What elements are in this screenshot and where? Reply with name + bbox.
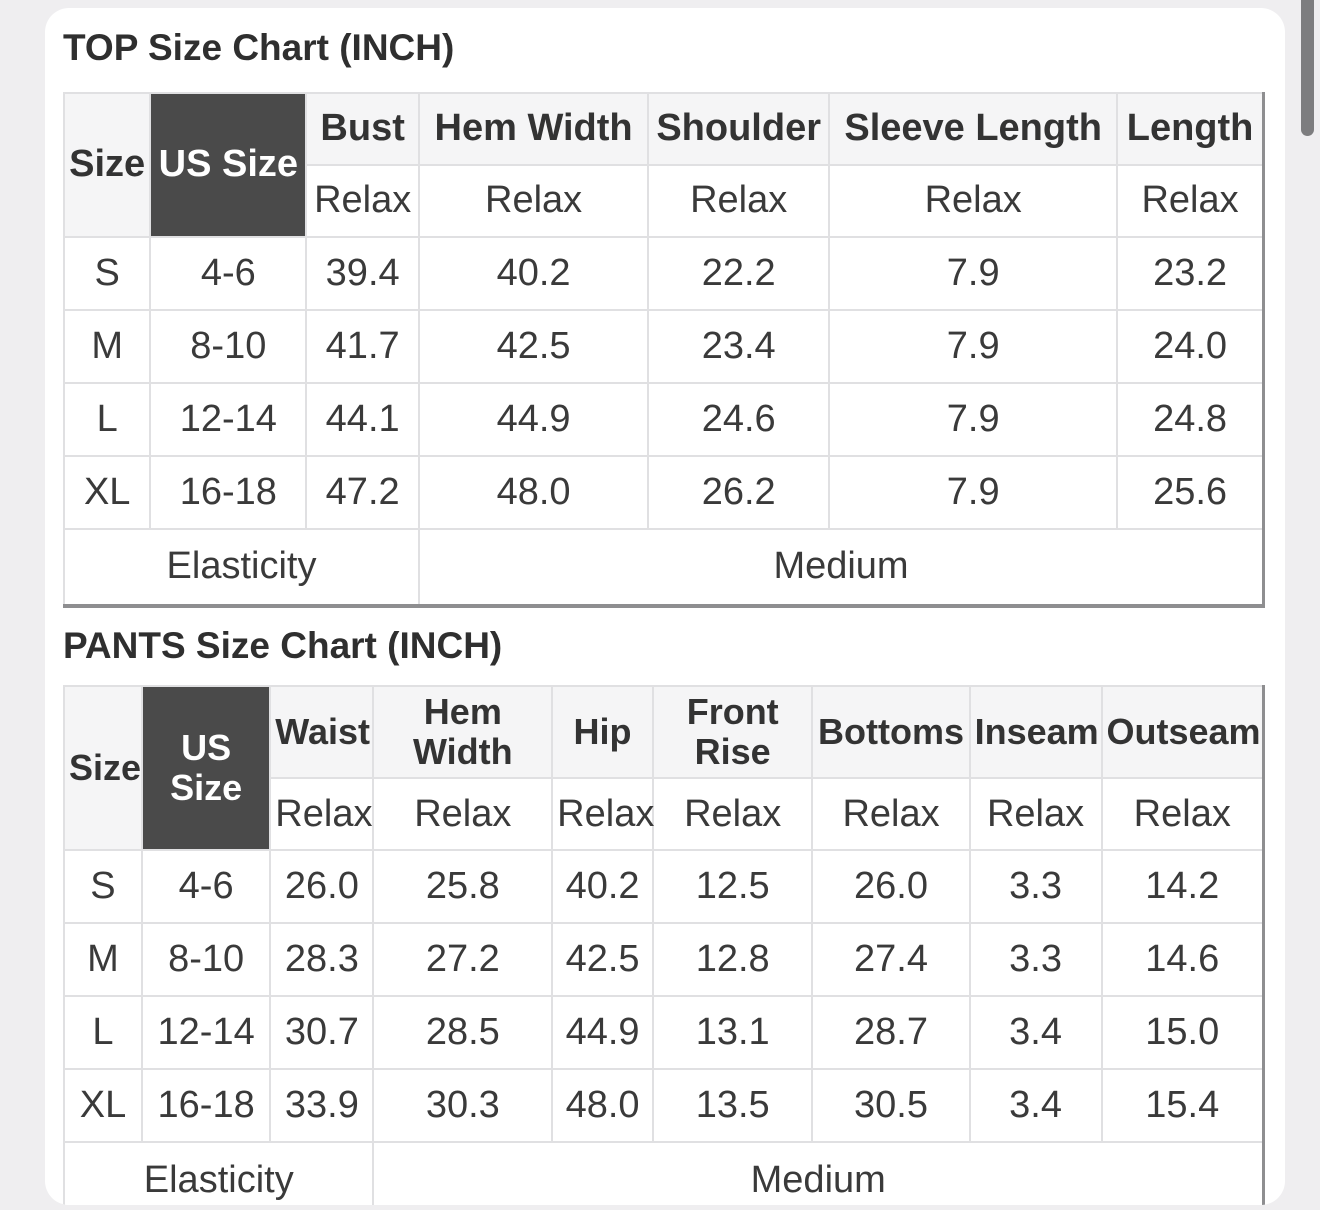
measurement-cell-front-rise: 12.5 [653,850,813,923]
measurement-cell-hem-width: 30.3 [373,1069,552,1142]
measurement-cell-bust: 44.1 [306,383,419,456]
measurement-cell-sleeve-length: 7.9 [829,310,1117,383]
fit-subheader-front-rise: Relax [653,778,813,850]
column-header-inseam: Inseam [970,686,1102,778]
scrollbar-thumb[interactable] [1301,0,1314,136]
top-row-xl [64,456,1264,529]
pants-size-table [63,685,1265,1205]
measurement-cell-inseam: 3.3 [970,850,1102,923]
column-header-shoulder: Shoulder [648,93,829,165]
measurement-cell-hem-width: 44.9 [419,383,648,456]
measurement-cell-hem-width: 28.5 [373,996,552,1069]
us-size-cell: 4-6 [150,237,306,310]
column-header-length: Length [1117,93,1263,165]
measurement-cell-outseam: 15.0 [1102,996,1264,1069]
column-header-sleeve-length: Sleeve Length [829,93,1117,165]
measurement-cell-inseam: 3.3 [970,923,1102,996]
elasticity-label-cell: Elasticity [64,529,419,606]
pants-header-row [64,686,1264,778]
us-size-cell: 4-6 [142,850,270,923]
size-chart-card [45,8,1285,1205]
measurement-cell-inseam: 3.4 [970,996,1102,1069]
us-size-column-header: US Size [150,93,306,237]
fit-subheader-inseam: Relax [970,778,1102,850]
size-column-header: Size [64,93,150,237]
top-header-row [64,93,1264,165]
measurement-cell-bust: 47.2 [306,456,419,529]
measurement-cell-shoulder: 22.2 [648,237,829,310]
fit-subheader-bottoms: Relax [812,778,969,850]
measurement-cell-waist: 28.3 [270,923,373,996]
top-row-s [64,237,1264,310]
fit-subheader-hem-width: Relax [419,165,648,237]
measurement-cell-length: 24.8 [1117,383,1263,456]
pants-row-s [64,850,1264,923]
us-size-cell: 16-18 [142,1069,270,1142]
measurement-cell-hip: 48.0 [552,1069,653,1142]
us-size-cell: 12-14 [142,996,270,1069]
measurement-cell-bust: 39.4 [306,237,419,310]
top-size-table [63,92,1265,608]
measurement-cell-waist: 33.9 [270,1069,373,1142]
pants-row-xl [64,1069,1264,1142]
us-size-cell: 8-10 [142,923,270,996]
measurement-cell-outseam: 15.4 [1102,1069,1264,1142]
us-size-cell: 16-18 [150,456,306,529]
size-cell: XL [64,1069,142,1142]
top-size-chart-title: TOP Size Chart (INCH) [63,27,455,68]
pants-row-l [64,996,1264,1069]
measurement-cell-bust: 41.7 [306,310,419,383]
us-size-cell: 12-14 [150,383,306,456]
top-row-l [64,383,1264,456]
measurement-cell-length: 25.6 [1117,456,1263,529]
measurement-cell-hem-width: 42.5 [419,310,648,383]
fit-subheader-sleeve-length: Relax [829,165,1117,237]
measurement-cell-bottoms: 26.0 [812,850,969,923]
measurement-cell-front-rise: 12.8 [653,923,813,996]
fit-subheader-shoulder: Relax [648,165,829,237]
pants-row-m [64,923,1264,996]
column-header-hem-width: Hem Width [419,93,648,165]
measurement-cell-length: 23.2 [1117,237,1263,310]
column-header-waist: Waist [270,686,373,778]
measurement-cell-bottoms: 27.4 [812,923,969,996]
measurement-cell-outseam: 14.6 [1102,923,1264,996]
measurement-cell-bottoms: 28.7 [812,996,969,1069]
measurement-cell-shoulder: 23.4 [648,310,829,383]
measurement-cell-hip: 44.9 [552,996,653,1069]
measurement-cell-sleeve-length: 7.9 [829,383,1117,456]
measurement-cell-bottoms: 30.5 [812,1069,969,1142]
pants-elasticity-row [64,1142,1264,1205]
column-header-front-rise: Front Rise [653,686,813,778]
measurement-cell-hem-width: 25.8 [373,850,552,923]
measurement-cell-inseam: 3.4 [970,1069,1102,1142]
us-size-cell: 8-10 [150,310,306,383]
pants-size-chart-title: PANTS Size Chart (INCH) [63,624,503,666]
measurement-cell-front-rise: 13.5 [653,1069,813,1142]
size-cell: L [64,383,150,456]
column-header-bottoms: Bottoms [812,686,969,778]
column-header-bust: Bust [306,93,419,165]
measurement-cell-hem-width: 40.2 [419,237,648,310]
measurement-cell-length: 24.0 [1117,310,1263,383]
us-size-column-header: US Size [142,686,270,850]
top-row-m [64,310,1264,383]
measurement-cell-shoulder: 24.6 [648,383,829,456]
size-cell: S [64,850,142,923]
fit-subheader-hem-width: Relax [373,778,552,850]
fit-subheader-length: Relax [1117,165,1263,237]
measurement-cell-shoulder: 26.2 [648,456,829,529]
measurement-cell-hip: 42.5 [552,923,653,996]
measurement-cell-front-rise: 13.1 [653,996,813,1069]
fit-subheader-outseam: Relax [1102,778,1264,850]
fit-subheader-hip: Relax [552,778,653,850]
size-cell: M [64,310,150,383]
column-header-outseam: Outseam [1102,686,1264,778]
measurement-cell-outseam: 14.2 [1102,850,1264,923]
size-cell: L [64,996,142,1069]
measurement-cell-waist: 26.0 [270,850,373,923]
column-header-hip: Hip [552,686,653,778]
elasticity-label-cell: Elasticity [64,1142,373,1205]
measurement-cell-hip: 40.2 [552,850,653,923]
size-column-header: Size [64,686,142,850]
measurement-cell-waist: 30.7 [270,996,373,1069]
elasticity-value-cell: Medium [419,529,1263,606]
fit-subheader-bust: Relax [306,165,419,237]
measurement-cell-hem-width: 48.0 [419,456,648,529]
top-elasticity-row [64,529,1264,606]
size-cell: XL [64,456,150,529]
fit-subheader-waist: Relax [270,778,373,850]
size-cell: M [64,923,142,996]
column-header-hem-width: Hem Width [373,686,552,778]
measurement-cell-sleeve-length: 7.9 [829,456,1117,529]
measurement-cell-hem-width: 27.2 [373,923,552,996]
elasticity-value-cell: Medium [373,1142,1263,1205]
measurement-cell-sleeve-length: 7.9 [829,237,1117,310]
size-cell: S [64,237,150,310]
